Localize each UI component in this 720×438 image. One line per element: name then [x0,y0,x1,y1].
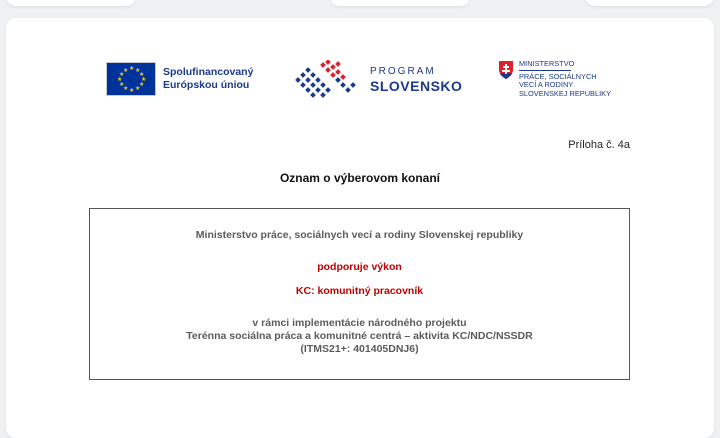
top-cards-strip [0,0,720,12]
notice-title: Oznam o výberovom konaní [279,171,441,185]
box-impl-line1: v rámci implementácie národného projektu [252,317,467,329]
slovak-coat-of-arms-icon [498,60,514,80]
eu-logo-line1: Spolufinancovaný [163,66,254,78]
top-card-middle[interactable] [330,0,470,6]
notice-box [89,208,630,380]
box-impl-line3: (ITMS21+: 401405DNJ6) [300,343,419,355]
program-label: PROGRAM [370,66,436,77]
top-card-right[interactable] [585,0,714,6]
ministry-label: MINISTERSTVO [519,60,571,71]
eu-flag-icon: ★ ★ ★ ★ ★ ★ ★ ★ ★ ★ ★ ★ [106,62,156,96]
box-supports-line: podporuje výkon [317,261,402,273]
program-slovensko-mark-icon [292,60,364,100]
box-ministry-line: Ministerstvo práce, sociálnych vecí a rodiny Slovenskej republiky [195,229,524,241]
eu-logo-text [163,66,253,92]
top-card-left[interactable] [6,0,136,6]
annex-label: Príloha č. 4a [568,139,630,151]
ministry-logo [498,60,611,98]
program-slovensko-text [370,66,462,94]
ministry-line4: SLOVENSKEJ REPUBLIKY [519,88,612,98]
box-impl-line2: Terénna sociálna práca a komunitné centrá – aktivita KC/NDC/NSSDR [186,330,533,342]
ministry-line2: PRÁCE, SOCIÁLNYCH [519,71,597,81]
eu-logo-line2: Európskou úniou [163,79,250,91]
slovensko-label: SLOVENSKO [370,78,463,94]
ministry-line3: VECÍ A RODINY [519,80,574,90]
logo-header [6,60,714,120]
box-position-line: KC: komunitný pracovník [295,285,424,297]
ministry-logo-text [519,60,611,98]
eu-cofinanced-logo [106,62,253,96]
box-implementation-block [90,317,629,356]
document-card [6,18,714,438]
program-slovensko-logo [292,60,462,100]
